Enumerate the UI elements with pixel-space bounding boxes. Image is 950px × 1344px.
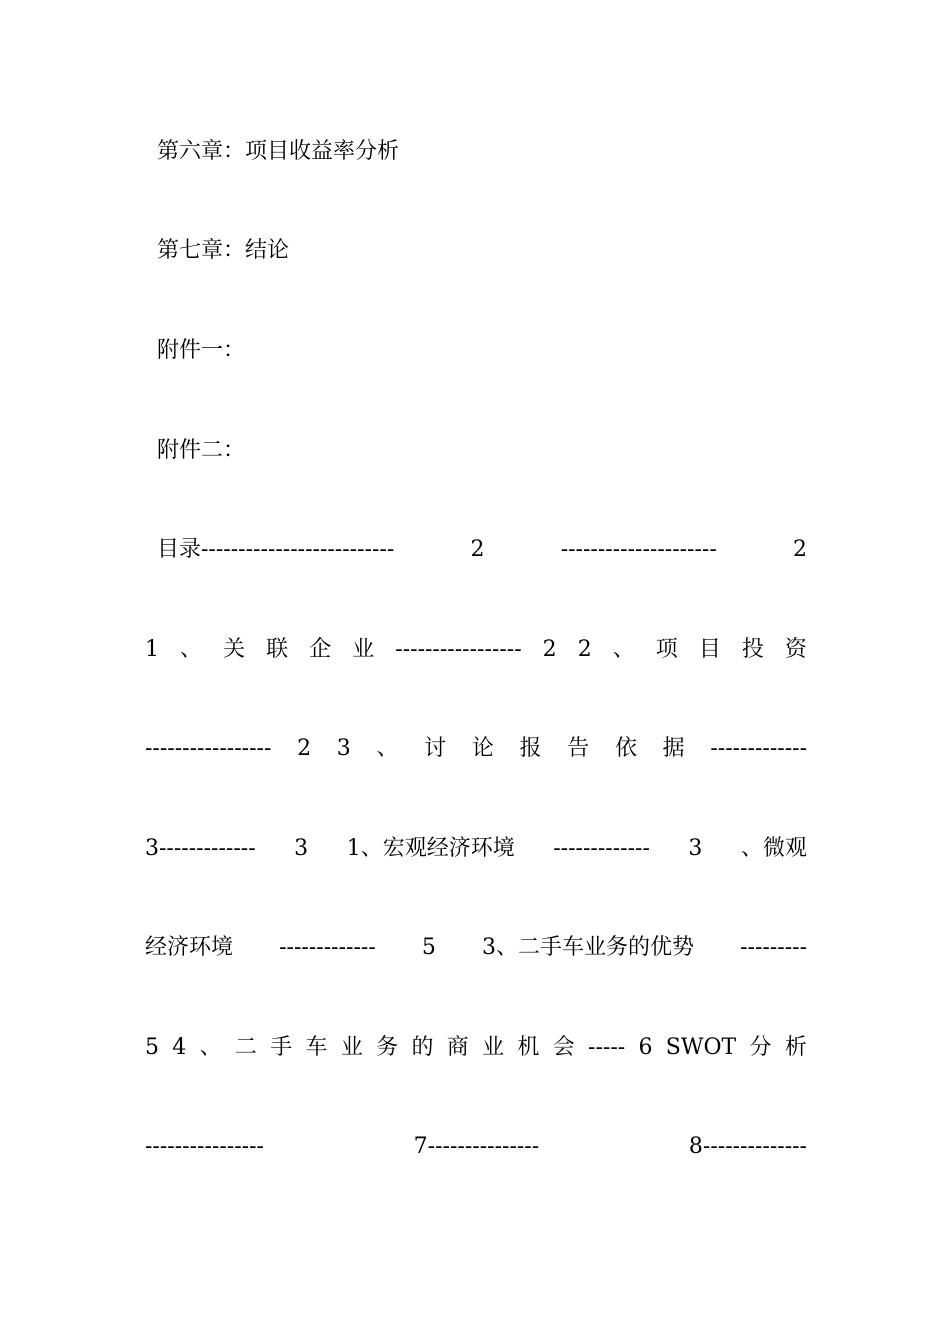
toc-token: 的: [411, 1035, 434, 1060]
toc-token: ---------------------: [560, 537, 717, 562]
toc-token: -----: [588, 1035, 626, 1060]
toc-token: 析: [784, 1035, 807, 1060]
toc-token: 7---------------: [413, 1134, 540, 1159]
toc-token: 2: [577, 637, 592, 662]
toc-token: 、: [199, 1035, 222, 1060]
toc-token: 、: [180, 637, 203, 662]
toc-token: 6: [638, 1035, 653, 1060]
toc-token: 3: [688, 836, 703, 861]
chapter-6-heading: 第六章：项目收益率分析: [157, 139, 400, 164]
toc-line-4: [145, 834, 807, 864]
toc-token: ----------------: [145, 1134, 264, 1159]
toc-token: 企: [309, 637, 332, 662]
toc-token: -------------: [553, 836, 650, 861]
toc-token: 4: [172, 1035, 187, 1060]
toc-token: 联: [266, 637, 289, 662]
toc-token: 2: [542, 637, 557, 662]
toc-token: ---------: [740, 935, 807, 960]
toc-token: 手: [270, 1035, 293, 1060]
toc-token: 分: [749, 1035, 772, 1060]
toc-token: 报: [519, 736, 542, 761]
toc-token: 会: [552, 1035, 575, 1060]
toc-token: 2: [297, 736, 312, 761]
toc-token: 目: [698, 637, 721, 662]
toc-token: 二: [234, 1035, 257, 1060]
toc-token: 项: [655, 637, 678, 662]
toc-token: 2: [470, 537, 485, 562]
toc-token: 告: [567, 736, 590, 761]
toc-token: 业: [352, 637, 375, 662]
toc-token: 、微观: [740, 836, 807, 861]
toc-token: 目录--------------------------: [157, 537, 395, 562]
toc-token: 3-------------: [145, 836, 256, 861]
chapter-7-heading: 第七章：结论: [157, 238, 290, 263]
toc-token: 1、宏观经济环境: [346, 836, 515, 861]
toc-token: -------------: [279, 935, 376, 960]
toc-token: 资: [784, 637, 807, 662]
toc-token: 讨: [424, 736, 447, 761]
toc-line-1: [157, 535, 807, 565]
toc-token: 、: [376, 736, 399, 761]
toc-token: 3: [336, 736, 351, 761]
toc-token: 关: [223, 637, 246, 662]
toc-line-7: [145, 1132, 807, 1162]
toc-token: 经济环境: [145, 935, 234, 960]
toc-line-2: [145, 635, 807, 665]
toc-line-6: [145, 1033, 807, 1063]
toc-token: 5: [421, 935, 436, 960]
toc-token: -----------------: [145, 736, 272, 761]
toc-token: 务: [376, 1035, 399, 1060]
toc-token: 2: [793, 537, 807, 562]
toc-token: 业: [482, 1035, 505, 1060]
toc-token: 5: [145, 1035, 159, 1060]
toc-token: 依: [614, 736, 637, 761]
toc-token: 、: [612, 637, 635, 662]
appendix-2-heading: 附件二：: [157, 438, 246, 463]
toc-token: 3: [294, 836, 309, 861]
toc-token: 论: [471, 736, 494, 761]
toc-token: 投: [741, 637, 764, 662]
toc-token: 业: [340, 1035, 363, 1060]
appendix-1-heading: 附件一：: [157, 338, 246, 363]
toc-line-3: [145, 734, 807, 764]
toc-token: -----------------: [395, 637, 522, 662]
toc-token: 1: [145, 637, 159, 662]
toc-token: -------------: [710, 736, 807, 761]
toc-token: SWOT: [665, 1035, 737, 1060]
toc-token: 据: [662, 736, 685, 761]
toc-line-5: [145, 933, 807, 963]
toc-token: 3、二手车业务的优势: [481, 935, 694, 960]
toc-token: 车: [305, 1035, 328, 1060]
toc-token: 8--------------: [688, 1134, 807, 1159]
toc-token: 机: [517, 1035, 540, 1060]
toc-token: 商: [446, 1035, 469, 1060]
